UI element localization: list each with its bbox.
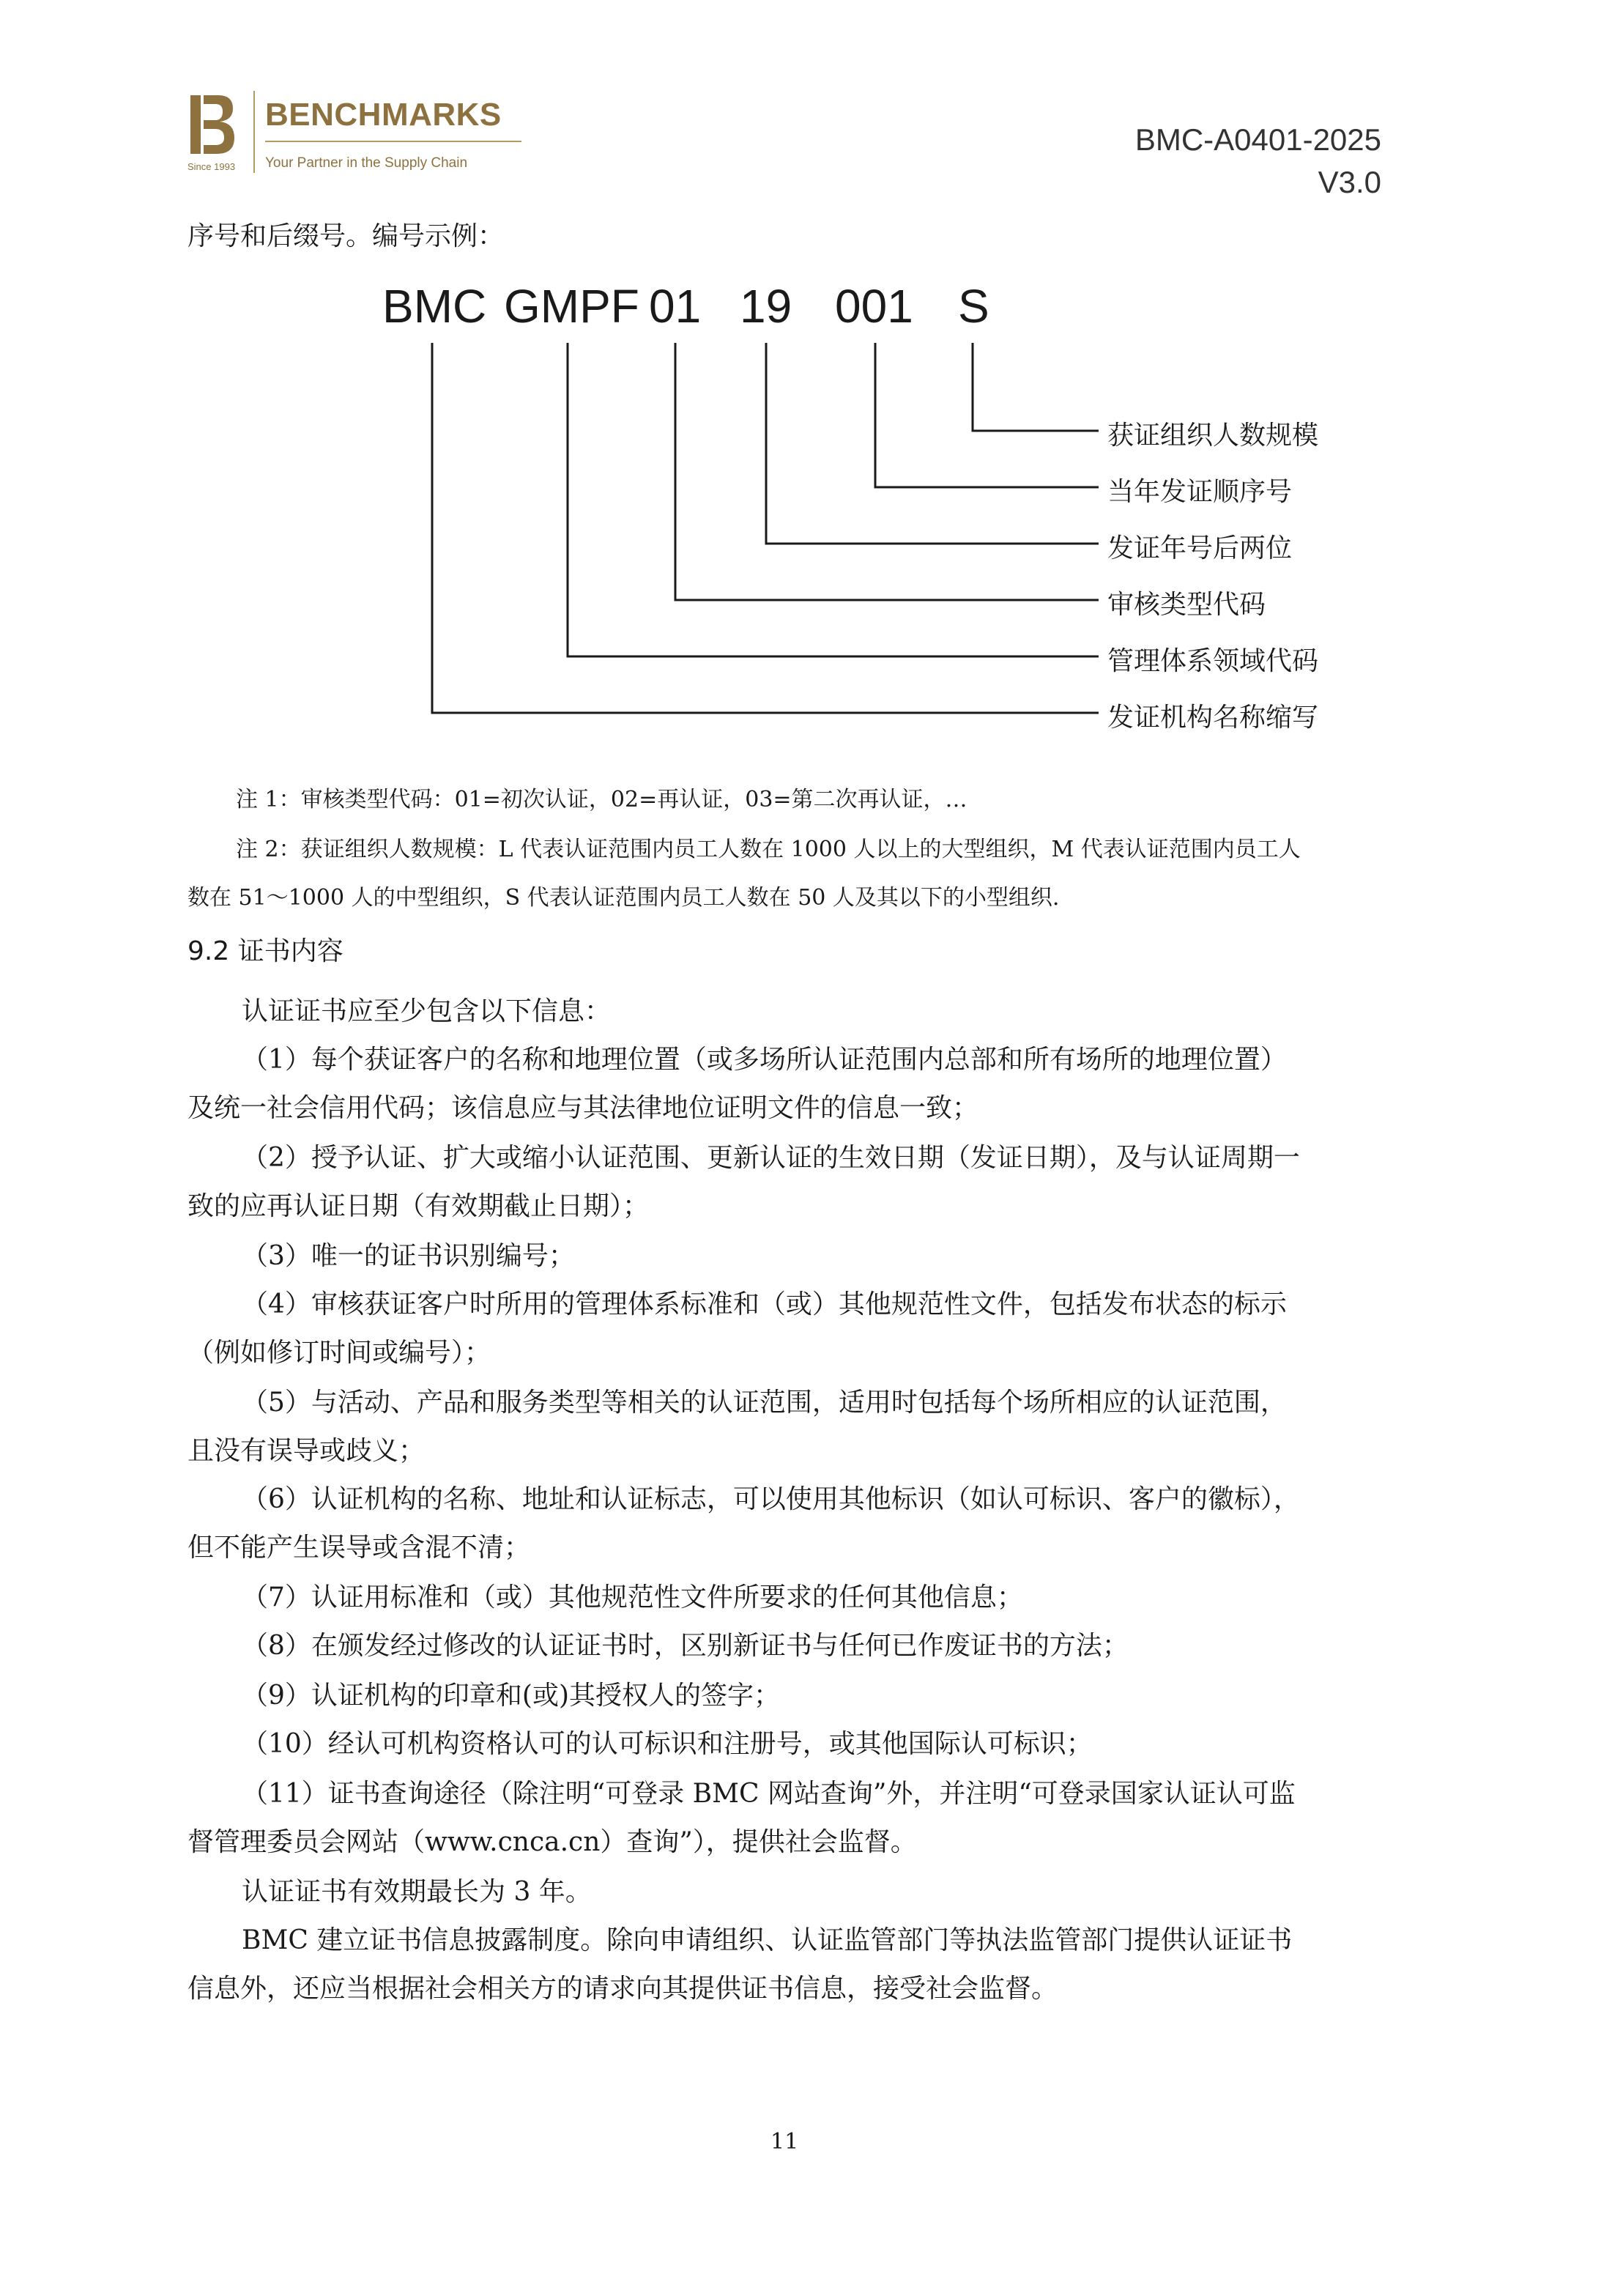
page-number: 11 (770, 2129, 799, 2155)
logo-divider (253, 91, 255, 173)
disclosure-line: BMC 建立证书信息披露制度。除向申请组织、认证监管部门等执法监管部门提供认证证书 (242, 1925, 1293, 1955)
list-item-10: （10）经认可机构资格认可的认可标识和注册号，或其他国际认可标识； (242, 1729, 1093, 1759)
certificate-number-diagram (366, 278, 1392, 747)
benchmarks-logo-icon (187, 94, 236, 170)
intro-line: 序号和后缀号。编号示例： (187, 221, 505, 251)
code-part-sequence: 001 (835, 280, 913, 333)
code-part-field: GMPF (504, 280, 639, 333)
code-part-audit-type: 01 (649, 280, 702, 333)
list-item-11: （11）证书查询途径（除注明“可登录 BMC 网站查询”外，并注明“可登录国家认证认可监 (242, 1779, 1296, 1809)
list-item-3: （3）唯一的证书识别编号； (242, 1241, 575, 1271)
doc-version: V3.0 (1318, 165, 1381, 199)
list-item-1: （1）每个获证客户的名称和地理位置（或多场所认证范围内总部和所有场所的地理位置） (242, 1045, 1287, 1075)
label-audit-type: 审核类型代码 (1107, 590, 1266, 620)
code-part-size: S (958, 280, 989, 333)
list-item-1-cont: 及统一社会信用代码；该信息应与其法律地位证明文件的信息一致； (187, 1093, 979, 1123)
list-item-7: （7）认证用标准和（或）其他规范性文件所要求的任何其他信息； (242, 1582, 1023, 1612)
disclosure-line-cont: 信息外，还应当根据社会相关方的请求向其提供证书信息，接受社会监督。 (187, 1974, 1058, 2004)
note-2-line-1: 注 2：获证组织人数规模：L 代表认证范围内员工人数在 1000 人以上的大型组织，M 代表认证范围内员工人 (236, 837, 1301, 862)
note-2-line-2: 数在 51～1000 人的中型组织，S 代表认证范围内员工人数在 50 人及其以下的小型组织. (187, 885, 1060, 911)
connector-audit-type (675, 343, 1099, 600)
label-field: 管理体系领域代码 (1107, 646, 1319, 676)
list-item-4: （4）审核获证客户时所用的管理体系标准和（或）其他规范性文件，包括发布状态的标示 (242, 1289, 1287, 1319)
brand-name: BENCHMARKS (265, 97, 502, 133)
section-heading: 9.2 证书内容 (187, 936, 343, 966)
logo-underline (265, 141, 521, 142)
section-line: 认证证书应至少包含以下信息： (242, 996, 612, 1026)
list-item-5: （5）与活动、产品和服务类型等相关的认证范围，适用时包括每个场所相应的认证范围， (242, 1388, 1287, 1418)
list-item-6: （6）认证机构的名称、地址和认证标志，可以使用其他标识（如认可标识、客户的徽标）， (242, 1484, 1300, 1514)
list-item-5-cont: 且没有误导或歧义； (187, 1436, 426, 1466)
brand-tagline: Your Partner in the Supply Chain (265, 155, 468, 171)
code-part-year: 19 (740, 280, 792, 333)
list-item-11-cont: 督管理委员会网站（www.cnca.cn）查询”），提供社会监督。 (187, 1827, 917, 1857)
validity-line: 认证证书有效期最长为 3 年。 (242, 1877, 592, 1907)
since-year: Since 1993 (187, 161, 236, 172)
label-issuer: 发证机构名称缩写 (1107, 703, 1319, 733)
list-item-8: （8）在颁发经过修改的认证证书时，区别新证书与任何已作废证书的方法； (242, 1631, 1129, 1661)
label-size: 获证组织人数规模 (1107, 421, 1319, 451)
list-item-4-cont: （例如修订时间或编号）； (187, 1338, 491, 1368)
note-1: 注 1：审核类型代码：01=初次认证，02=再认证，03=第二次再认证，… (236, 787, 968, 812)
label-sequence: 当年发证顺序号 (1107, 477, 1293, 507)
list-item-2: （2）授予认证、扩大或缩小认证范围、更新认证的生效日期（发证日期），及与认证周期一 (242, 1143, 1300, 1173)
code-part-issuer: BMC (382, 280, 487, 333)
list-item-9: （9）认证机构的印章和(或)其授权人的签字； (242, 1681, 780, 1711)
connector-field (568, 343, 1099, 656)
company-logo (187, 91, 524, 179)
connector-sequence (875, 343, 1099, 487)
document-id (1135, 119, 1381, 204)
connector-year (766, 343, 1099, 544)
label-year: 发证年号后两位 (1107, 533, 1293, 563)
doc-number: BMC-A0401-2025 (1134, 122, 1381, 157)
connector-size (973, 343, 1099, 431)
list-item-6-cont: 但不能产生误导或含混不清； (187, 1533, 531, 1563)
list-item-2-cont: 致的应再认证日期（有效期截止日期）； (187, 1191, 650, 1221)
